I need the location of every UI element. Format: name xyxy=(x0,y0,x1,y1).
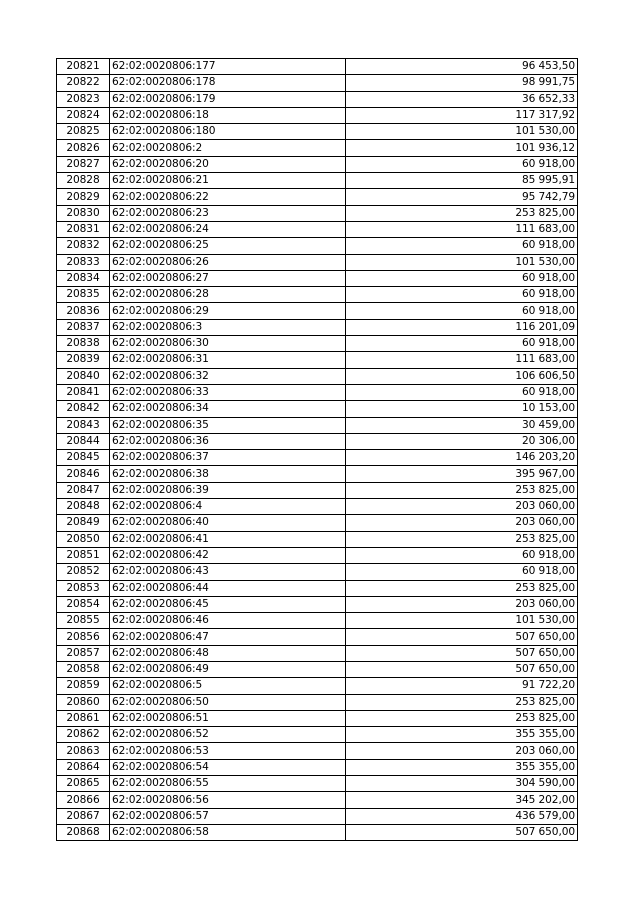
cadastral-number-cell: 62:02:0020806:24 xyxy=(110,221,346,237)
cadastral-number-cell: 62:02:0020806:4 xyxy=(110,499,346,515)
value-cell: 60 918,00 xyxy=(346,287,578,303)
table-row xyxy=(57,319,578,335)
value-cell: 60 918,00 xyxy=(346,384,578,400)
table-row xyxy=(57,678,578,694)
value-cell: 95 742,79 xyxy=(346,189,578,205)
value-cell: 203 060,00 xyxy=(346,743,578,759)
row-number-cell: 20854 xyxy=(57,596,110,612)
value-cell: 116 201,09 xyxy=(346,319,578,335)
table-row xyxy=(57,124,578,140)
table-row xyxy=(57,710,578,726)
value-cell: 10 153,00 xyxy=(346,401,578,417)
table-row xyxy=(57,270,578,286)
table-row xyxy=(57,776,578,792)
value-cell: 507 650,00 xyxy=(346,661,578,677)
row-number-cell: 20850 xyxy=(57,531,110,547)
table-row xyxy=(57,580,578,596)
value-cell: 20 306,00 xyxy=(346,433,578,449)
table-row xyxy=(57,156,578,172)
value-cell: 111 683,00 xyxy=(346,221,578,237)
table-row xyxy=(57,450,578,466)
value-cell: 101 530,00 xyxy=(346,613,578,629)
table-body xyxy=(57,59,578,841)
row-number-cell: 20865 xyxy=(57,776,110,792)
cadastral-number-cell: 62:02:0020806:29 xyxy=(110,303,346,319)
value-cell: 146 203,20 xyxy=(346,450,578,466)
document-page xyxy=(56,58,577,841)
value-cell: 111 683,00 xyxy=(346,352,578,368)
table-row xyxy=(57,629,578,645)
table-row xyxy=(57,384,578,400)
value-cell: 507 650,00 xyxy=(346,629,578,645)
row-number-cell: 20828 xyxy=(57,173,110,189)
value-cell: 253 825,00 xyxy=(346,205,578,221)
table-row xyxy=(57,59,578,75)
value-cell: 304 590,00 xyxy=(346,776,578,792)
table-row xyxy=(57,107,578,123)
row-number-cell: 20834 xyxy=(57,270,110,286)
row-number-cell: 20864 xyxy=(57,759,110,775)
table-row xyxy=(57,91,578,107)
row-number-cell: 20859 xyxy=(57,678,110,694)
row-number-cell: 20868 xyxy=(57,824,110,840)
value-cell: 101 530,00 xyxy=(346,254,578,270)
cadastral-number-cell: 62:02:0020806:32 xyxy=(110,368,346,384)
cadastral-number-cell: 62:02:0020806:37 xyxy=(110,450,346,466)
value-cell: 60 918,00 xyxy=(346,270,578,286)
cadastral-number-cell: 62:02:0020806:31 xyxy=(110,352,346,368)
value-cell: 60 918,00 xyxy=(346,303,578,319)
value-cell: 101 530,00 xyxy=(346,124,578,140)
row-number-cell: 20843 xyxy=(57,417,110,433)
table-row xyxy=(57,221,578,237)
cadastral-number-cell: 62:02:0020806:26 xyxy=(110,254,346,270)
cadastral-number-cell: 62:02:0020806:50 xyxy=(110,694,346,710)
value-cell: 345 202,00 xyxy=(346,792,578,808)
cadastral-number-cell: 62:02:0020806:47 xyxy=(110,629,346,645)
cadastral-number-cell: 62:02:0020806:52 xyxy=(110,727,346,743)
table-row xyxy=(57,613,578,629)
table-row xyxy=(57,661,578,677)
cadastral-number-cell: 62:02:0020806:21 xyxy=(110,173,346,189)
value-cell: 253 825,00 xyxy=(346,482,578,498)
table-row xyxy=(57,645,578,661)
table-row xyxy=(57,173,578,189)
value-cell: 36 652,33 xyxy=(346,91,578,107)
value-cell: 355 355,00 xyxy=(346,759,578,775)
value-cell: 253 825,00 xyxy=(346,531,578,547)
value-cell: 253 825,00 xyxy=(346,694,578,710)
cadastral-number-cell: 62:02:0020806:49 xyxy=(110,661,346,677)
value-cell: 30 459,00 xyxy=(346,417,578,433)
table-row xyxy=(57,140,578,156)
table-row xyxy=(57,417,578,433)
row-number-cell: 20849 xyxy=(57,515,110,531)
value-cell: 203 060,00 xyxy=(346,515,578,531)
row-number-cell: 20821 xyxy=(57,59,110,75)
value-cell: 253 825,00 xyxy=(346,710,578,726)
cadastral-number-cell: 62:02:0020806:55 xyxy=(110,776,346,792)
table-row xyxy=(57,792,578,808)
cadastral-number-cell: 62:02:0020806:39 xyxy=(110,482,346,498)
table-row xyxy=(57,482,578,498)
row-number-cell: 20847 xyxy=(57,482,110,498)
value-cell: 96 453,50 xyxy=(346,59,578,75)
value-cell: 203 060,00 xyxy=(346,499,578,515)
value-cell: 60 918,00 xyxy=(346,564,578,580)
table-row xyxy=(57,759,578,775)
cadastral-number-cell: 62:02:0020806:53 xyxy=(110,743,346,759)
cadastral-number-cell: 62:02:0020806:33 xyxy=(110,384,346,400)
value-cell: 117 317,92 xyxy=(346,107,578,123)
row-number-cell: 20840 xyxy=(57,368,110,384)
cadastral-number-cell: 62:02:0020806:35 xyxy=(110,417,346,433)
cadastral-number-cell: 62:02:0020806:23 xyxy=(110,205,346,221)
cadastral-number-cell: 62:02:0020806:56 xyxy=(110,792,346,808)
row-number-cell: 20862 xyxy=(57,727,110,743)
cadastral-number-cell: 62:02:0020806:18 xyxy=(110,107,346,123)
row-number-cell: 20827 xyxy=(57,156,110,172)
cadastral-number-cell: 62:02:0020806:42 xyxy=(110,547,346,563)
cadastral-number-cell: 62:02:0020806:3 xyxy=(110,319,346,335)
value-cell: 101 936,12 xyxy=(346,140,578,156)
row-number-cell: 20856 xyxy=(57,629,110,645)
cadastral-number-cell: 62:02:0020806:36 xyxy=(110,433,346,449)
value-cell: 60 918,00 xyxy=(346,238,578,254)
table-row xyxy=(57,205,578,221)
table-row xyxy=(57,401,578,417)
value-cell: 98 991,75 xyxy=(346,75,578,91)
cadastral-number-cell: 62:02:0020806:54 xyxy=(110,759,346,775)
row-number-cell: 20836 xyxy=(57,303,110,319)
value-cell: 60 918,00 xyxy=(346,336,578,352)
row-number-cell: 20822 xyxy=(57,75,110,91)
table-row xyxy=(57,368,578,384)
row-number-cell: 20857 xyxy=(57,645,110,661)
cadastral-number-cell: 62:02:0020806:38 xyxy=(110,466,346,482)
cadastral-number-cell: 62:02:0020806:57 xyxy=(110,808,346,824)
value-cell: 60 918,00 xyxy=(346,156,578,172)
cadastral-number-cell: 62:02:0020806:27 xyxy=(110,270,346,286)
value-cell: 436 579,00 xyxy=(346,808,578,824)
row-number-cell: 20830 xyxy=(57,205,110,221)
table-row xyxy=(57,531,578,547)
row-number-cell: 20825 xyxy=(57,124,110,140)
row-number-cell: 20831 xyxy=(57,221,110,237)
row-number-cell: 20858 xyxy=(57,661,110,677)
row-number-cell: 20852 xyxy=(57,564,110,580)
cadastral-number-cell: 62:02:0020806:25 xyxy=(110,238,346,254)
table-row xyxy=(57,303,578,319)
table-row xyxy=(57,466,578,482)
value-cell: 60 918,00 xyxy=(346,547,578,563)
row-number-cell: 20845 xyxy=(57,450,110,466)
table-row xyxy=(57,238,578,254)
row-number-cell: 20839 xyxy=(57,352,110,368)
cadastral-number-cell: 62:02:0020806:43 xyxy=(110,564,346,580)
value-cell: 507 650,00 xyxy=(346,824,578,840)
cadastral-number-cell: 62:02:0020806:179 xyxy=(110,91,346,107)
row-number-cell: 20860 xyxy=(57,694,110,710)
row-number-cell: 20823 xyxy=(57,91,110,107)
table-row xyxy=(57,743,578,759)
value-cell: 85 995,91 xyxy=(346,173,578,189)
cadastral-number-cell: 62:02:0020806:51 xyxy=(110,710,346,726)
table-row xyxy=(57,433,578,449)
cadastral-number-cell: 62:02:0020806:34 xyxy=(110,401,346,417)
row-number-cell: 20866 xyxy=(57,792,110,808)
value-cell: 91 722,20 xyxy=(346,678,578,694)
row-number-cell: 20833 xyxy=(57,254,110,270)
cadastral-number-cell: 62:02:0020806:2 xyxy=(110,140,346,156)
cadastral-number-cell: 62:02:0020806:30 xyxy=(110,336,346,352)
value-cell: 507 650,00 xyxy=(346,645,578,661)
row-number-cell: 20838 xyxy=(57,336,110,352)
table-row xyxy=(57,727,578,743)
cadastral-number-cell: 62:02:0020806:20 xyxy=(110,156,346,172)
row-number-cell: 20832 xyxy=(57,238,110,254)
cadastral-number-cell: 62:02:0020806:44 xyxy=(110,580,346,596)
table-row xyxy=(57,596,578,612)
table-row xyxy=(57,189,578,205)
cadastral-number-cell: 62:02:0020806:28 xyxy=(110,287,346,303)
row-number-cell: 20844 xyxy=(57,433,110,449)
cadastral-number-cell: 62:02:0020806:41 xyxy=(110,531,346,547)
table-row xyxy=(57,352,578,368)
value-cell: 253 825,00 xyxy=(346,580,578,596)
table-row xyxy=(57,75,578,91)
row-number-cell: 20861 xyxy=(57,710,110,726)
cadastral-number-cell: 62:02:0020806:45 xyxy=(110,596,346,612)
row-number-cell: 20846 xyxy=(57,466,110,482)
table-row xyxy=(57,499,578,515)
cadastral-number-cell: 62:02:0020806:178 xyxy=(110,75,346,91)
cadastral-number-cell: 62:02:0020806:40 xyxy=(110,515,346,531)
cadastral-number-cell: 62:02:0020806:48 xyxy=(110,645,346,661)
table-row xyxy=(57,336,578,352)
table-row xyxy=(57,564,578,580)
value-cell: 395 967,00 xyxy=(346,466,578,482)
row-number-cell: 20837 xyxy=(57,319,110,335)
row-number-cell: 20851 xyxy=(57,547,110,563)
row-number-cell: 20841 xyxy=(57,384,110,400)
value-cell: 106 606,50 xyxy=(346,368,578,384)
value-cell: 203 060,00 xyxy=(346,596,578,612)
cadastral-number-cell: 62:02:0020806:180 xyxy=(110,124,346,140)
cadastral-number-cell: 62:02:0020806:46 xyxy=(110,613,346,629)
table-row xyxy=(57,694,578,710)
row-number-cell: 20829 xyxy=(57,189,110,205)
row-number-cell: 20863 xyxy=(57,743,110,759)
row-number-cell: 20853 xyxy=(57,580,110,596)
table-row xyxy=(57,824,578,840)
table-row xyxy=(57,547,578,563)
row-number-cell: 20867 xyxy=(57,808,110,824)
row-number-cell: 20824 xyxy=(57,107,110,123)
cadastral-number-cell: 62:02:0020806:5 xyxy=(110,678,346,694)
row-number-cell: 20835 xyxy=(57,287,110,303)
cadastral-number-cell: 62:02:0020806:58 xyxy=(110,824,346,840)
value-cell: 355 355,00 xyxy=(346,727,578,743)
row-number-cell: 20855 xyxy=(57,613,110,629)
row-number-cell: 20826 xyxy=(57,140,110,156)
table-row xyxy=(57,808,578,824)
row-number-cell: 20848 xyxy=(57,499,110,515)
table-row xyxy=(57,254,578,270)
cadastral-number-cell: 62:02:0020806:177 xyxy=(110,59,346,75)
table-row xyxy=(57,515,578,531)
row-number-cell: 20842 xyxy=(57,401,110,417)
cadastral-value-table xyxy=(56,58,578,841)
cadastral-number-cell: 62:02:0020806:22 xyxy=(110,189,346,205)
table-row xyxy=(57,287,578,303)
